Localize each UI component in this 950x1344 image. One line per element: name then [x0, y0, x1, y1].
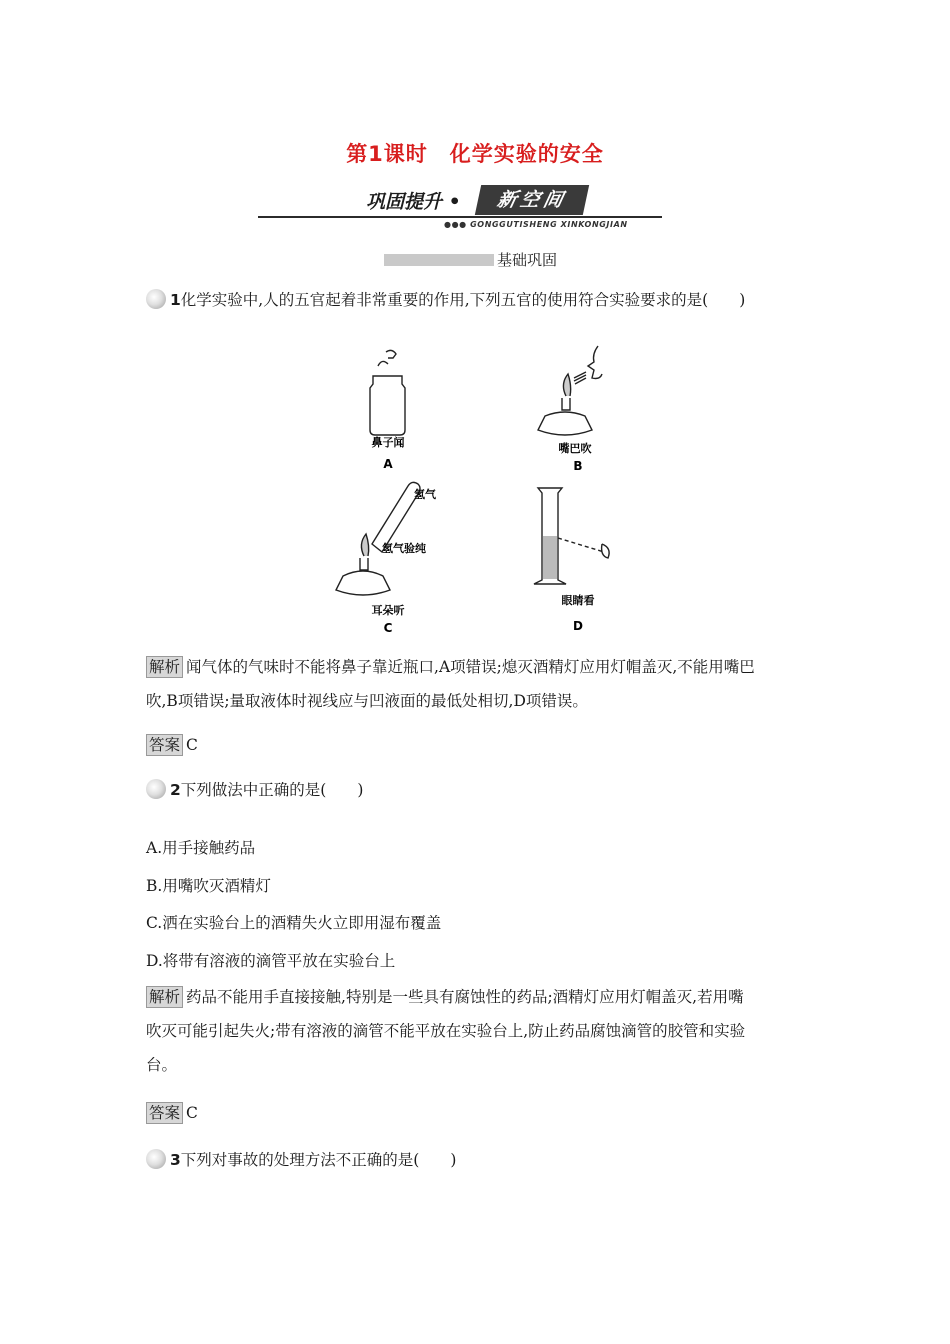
- analysis-text: 药品不能用手直接接触,特别是一些具有腐蚀性的药品;酒精灯应用灯帽盖灭,若用嘴: [186, 988, 744, 1006]
- answer-value: C: [186, 736, 198, 754]
- analysis-tag: 解析: [146, 986, 183, 1008]
- page-title: 第1课时 化学实验的安全: [346, 142, 604, 166]
- a-caption: 鼻子闻: [371, 436, 405, 449]
- question-number: 3: [170, 1151, 181, 1169]
- question-1: [146, 288, 745, 311]
- answer-value: C: [186, 1104, 198, 1122]
- banner-right-text: 新空间: [475, 185, 589, 215]
- c-test-label: 氢气验纯: [382, 542, 426, 555]
- d-letter: D: [573, 619, 583, 633]
- banner-rule: [258, 216, 662, 218]
- lab-figure-svg: [330, 338, 630, 638]
- c-lamp: [336, 571, 390, 595]
- b-wick: [562, 398, 570, 410]
- a-bottle: [370, 376, 405, 435]
- b-letter: B: [573, 459, 583, 473]
- c-wick: [360, 558, 368, 570]
- c-flame-icon: [361, 534, 368, 556]
- answer-tag: 答案: [146, 1102, 183, 1124]
- c-gas-label: 氢气: [414, 488, 436, 501]
- d-eye-icon: [602, 544, 610, 558]
- a-letter: A: [383, 457, 393, 471]
- a-nose-icon: [378, 350, 396, 366]
- q2-analysis: [146, 980, 806, 1082]
- d-liquid: [543, 536, 557, 579]
- section-bar: [384, 254, 494, 266]
- question-number: 2: [170, 781, 181, 799]
- question-bullet-icon: [146, 1149, 166, 1169]
- q1-analysis: [146, 650, 806, 718]
- d-sight-line: [558, 538, 604, 552]
- option-a: A.用手接触药品: [146, 839, 256, 857]
- section-banner: [258, 183, 662, 233]
- analysis-text: 闻气体的气味时不能将鼻子靠近瓶口,A项错误;熄灭酒精灯应用灯帽盖灭,不能用嘴巴: [186, 658, 755, 676]
- q2-answer: [146, 1096, 806, 1130]
- b-face-icon: [588, 346, 602, 379]
- q1-answer: [146, 728, 806, 762]
- b-flame-icon: [563, 374, 570, 396]
- section-heading: [384, 249, 557, 270]
- c-letter: C: [383, 621, 393, 635]
- c-caption: 耳朵听: [371, 604, 405, 617]
- question-stem: 化学实验中,人的五官起着非常重要的作用,下列五官的使用符合实验要求的是( ): [180, 291, 746, 309]
- answer-tag: 答案: [146, 734, 183, 756]
- analysis-tag: 解析: [146, 656, 183, 678]
- question-2: [146, 778, 363, 801]
- question-3: [146, 1148, 456, 1171]
- question-bullet-icon: [146, 289, 166, 309]
- option-b: B.用嘴吹灭酒精灯: [146, 877, 271, 895]
- option-c: C.洒在实验台上的酒精失火立即用湿布覆盖: [146, 914, 442, 932]
- section-title: 基础巩固: [497, 251, 558, 269]
- option-d: D.将带有溶液的滴管平放在实验台上: [146, 952, 396, 970]
- question-stem: 下列对事故的处理方法不正确的是( ): [180, 1151, 457, 1169]
- banner-left-text: 巩固提升 •: [366, 191, 461, 213]
- analysis-text: 台。: [146, 1056, 178, 1074]
- b-lamp: [538, 412, 592, 435]
- b-caption: 嘴巴吹: [558, 442, 592, 455]
- d-caption: 眼睛看: [561, 594, 595, 607]
- question-bullet-icon: [146, 779, 166, 799]
- analysis-text: 吹灭可能引起失火;带有溶液的滴管不能平放在实验台上,防止药品腐蚀滴管的胶管和实验: [146, 1022, 746, 1040]
- analysis-text: 吹,B项错误;量取液体时视线应与凹液面的最低处相切,D项错误。: [146, 692, 588, 710]
- question-stem: 下列做法中正确的是( ): [180, 781, 364, 799]
- banner-subtitle: ●●● GONGGUTISHENG XINKONGJIAN: [444, 220, 628, 229]
- b-breath-lines: [574, 372, 586, 384]
- question-number: 1: [170, 291, 181, 309]
- q1-figure: [330, 338, 630, 638]
